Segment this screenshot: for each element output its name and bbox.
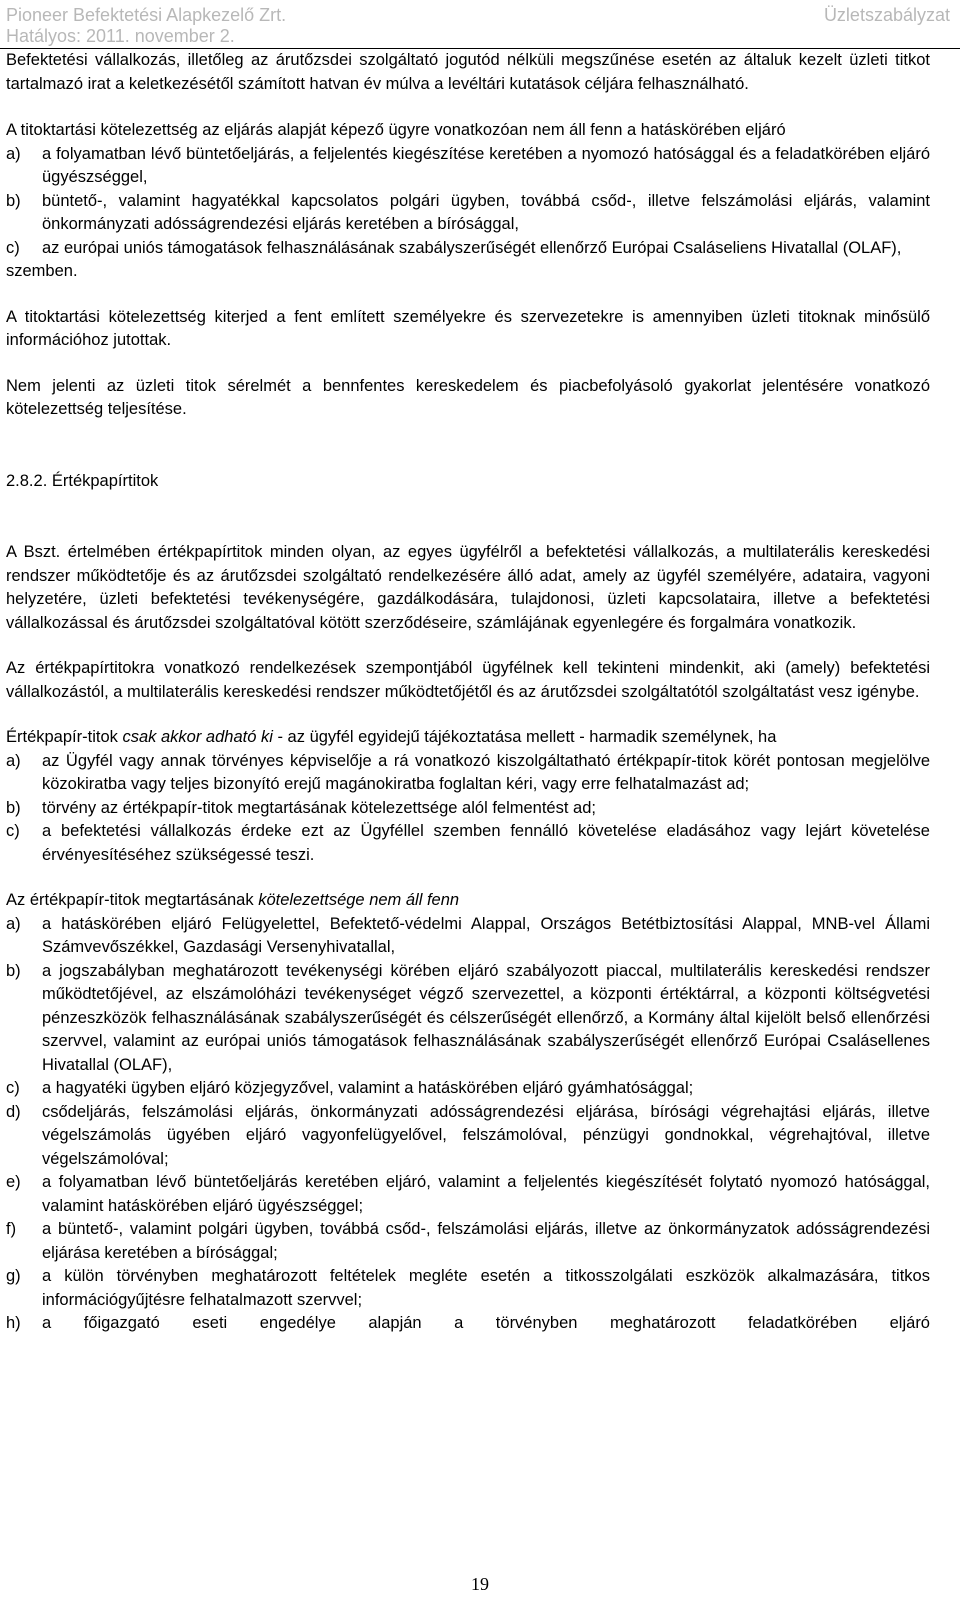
list-item-label: g) — [6, 1267, 21, 1285]
list-item-label: c) — [6, 822, 20, 840]
page-header — [0, 0, 960, 49]
paragraph-scope: A titoktartási kötelezettség kiterjed a fent említett személyekre és szervezetekre is amennyiben üzleti titoknak minősülő információhoz jutottak. — [6, 307, 930, 349]
paragraph-archive: Befektetési vállalkozás, illetőleg az árutőzsdei szolgáltató jogutód nélküli megszűnése esetén az általuk kezelt üzleti titkot tartalmazó irat a keletkezésétől számított hatvan év múlva a levéltári kutatások céljára felhasználható. — [6, 51, 930, 93]
list-item — [6, 143, 930, 190]
list-item-text: a büntető-, valamint polgári ügyben, továbbá csőd-, felszámolási eljárás, illetve az önkormányzatok adósságrendezési eljárása keretében a bírósággal; — [42, 1220, 930, 1262]
list-item-text: a jogszabályban meghatározott tevékenységi körében eljáró szabályozott piaccal, multilaterális kereskedési rendszer működtetőjével, az elszámolóházi tevékenységet végző szervezettel, a központi értéktárral, a központi költségvetési pénzeszközök felhasználásának szabályszerűségét és célszerűségét ellenőrző, a Kormány által kijelölt belső ellenőrzési szervvel, valamint az európai uniós támogatások felhasználásának szabályszerűségét ellenőrző Európai Csalásellenes Hivatallal (OLAF), — [42, 961, 930, 1074]
emphasis: kötelezettsége nem áll fenn — [258, 891, 460, 909]
header-company: Pioneer Befektetési Alapkezelő Zrt. — [6, 5, 287, 25]
list-item-text: a folyamatban lévő büntetőeljárás keretében eljáró, valamint a feljelentés kiegészítését folytató nyomozó hatósággal, valamint hatáskörében eljáró ügyészséggel; — [42, 1173, 930, 1215]
list-item-label: c) — [6, 1079, 20, 1097]
paragraph-no-obligation — [6, 889, 930, 913]
list-item-text: büntető-, valamint hagyatékkal kapcsolatos polgári ügyben, továbbá csőd-, illetve felszámolási eljárás, valamint önkormányzati adósságrendezési eljárás keretében a bírósággal, — [42, 191, 930, 233]
header-document-title: Üzletszabályzat — [823, 5, 950, 25]
list-item-label: b) — [6, 961, 21, 980]
header-effective-date: Hatályos: 2011. november 2. — [6, 26, 235, 46]
text-span: Az értékpapír-titok megtartásának — [6, 891, 259, 909]
list-item-text: a hagyatéki ügyben eljáró közjegyzővel, valamint a hatáskörében eljáró gyámhatósággal; — [42, 1079, 694, 1097]
list-item — [6, 1218, 930, 1265]
list-item-label: a) — [6, 144, 21, 163]
page-number: 19 — [471, 1574, 489, 1594]
list-item — [6, 237, 930, 261]
list-item-text: az Ügyfél vagy annak törvényes képviselője a rá vonatkozó kiszolgáltatható értékpapír-titok körét pontosan megjelölve közokiratba vagy teljes bizonyító erejű magánokiratba foglaltan kéri, vagy erre felhatalmazást ad; — [42, 751, 930, 793]
list-item-text: az európai uniós támogatások felhasználásának szabályszerűségét ellenőrző Európai Csaláseliens Hivatallal (OLAF), — [42, 238, 902, 257]
list-item — [6, 1171, 930, 1218]
list-item-text: a folyamatban lévő büntetőeljárás, a feljelentés kiegészítése keretében a nyomozó hatósággal és a feladatkörében eljáró ügyészséggel, — [42, 144, 930, 186]
paragraph-client-definition: Az értékpapírtitokra vonatkozó rendelkezések szempontjából ügyfélnek kell tekinteni mindenkit, aki (amely) befektetési vállalkozástól, a multilaterális kereskedési rendszer működtetőjétől és az árutőzsdei szolgáltatótól szolgáltatást vesz igénybe. — [6, 659, 930, 701]
list-item-label: b) — [6, 191, 21, 210]
list-item-label: a) — [6, 914, 21, 933]
list-item-text: a befektetési vállalkozás érdeke ezt az Ügyféllel szemben fennálló követelése eladásához vagy lejárt követelése érvényesítéséhez szükségessé teszi. — [42, 822, 930, 864]
list-item — [6, 960, 930, 1078]
paragraph-confidentiality-exceptions: A titoktartási kötelezettség az eljárás alapját képező ügyre vonatkozóan nem áll fenn a hatáskörében eljáró — [6, 121, 786, 139]
document-body — [6, 49, 930, 1336]
list-item — [6, 1265, 930, 1312]
list-item — [6, 797, 930, 821]
list-item — [6, 750, 930, 797]
list-item — [6, 1077, 930, 1101]
list-item-text: a külön törvényben meghatározott feltételek megléte esetén a titkosszolgálati eszközök alkalmazására, titkos információgyűjtésre felhatalmazott szervvel; — [42, 1267, 930, 1309]
emphasis: csak akkor adható ki — [122, 728, 273, 746]
list-item-label: e) — [6, 1173, 21, 1191]
list-item — [6, 1101, 930, 1172]
list-item-label: c) — [6, 238, 20, 257]
paragraph-list-ending: szemben. — [6, 262, 78, 280]
list-item-text: törvény az értékpapír-titok megtartásának kötelezettsége alól felmentést ad; — [42, 798, 596, 817]
list-item-text: a hatáskörében eljáró Felügyelettel, Befektető-védelmi Alappal, Országos Betétbiztosítási Alappal, MNB-vel Állami Számvevőszékkel, Gazdasági Versenyhivatallal, — [42, 914, 930, 956]
list-item-text: csődeljárás, felszámolási eljárás, önkormányzati adósságrendezési eljárása, bírósági végrehajtási eljárás, illetve végelszámolás ügyében eljáró vagyonfelügyelővel, felszámolóval, pénzügyi gondnokkal, végrehajtóval, illetve végelszámolóval; — [42, 1102, 930, 1168]
paragraph-disclosure-conditions — [6, 726, 930, 750]
list-item-text: a főigazgató eseti engedélye alapján a törvényben meghatározott feladatkörében eljáró — [42, 1314, 930, 1332]
text-span: Értékpapír-titok — [6, 728, 123, 746]
list-item — [6, 1312, 930, 1336]
text-span: - az ügyfél egyidejű tájékoztatása mellett - harmadik személynek, ha — [272, 728, 777, 746]
section-heading: 2.8.2. Értékpapírtitok — [6, 471, 159, 490]
list-item-label: b) — [6, 798, 21, 817]
list-item-label: d) — [6, 1102, 21, 1121]
list-item — [6, 190, 930, 237]
list-item — [6, 820, 930, 867]
list-confidentiality-exceptions — [6, 143, 930, 261]
paragraph-definition: A Bszt. értelmében értékpapírtitok minden olyan, az egyes ügyfélről a befektetési vállalkozás, a multilaterális kereskedési rendszer működtetője és az árutőzsdei szolgáltató rendelkezésére álló adat, amely az ügyfél személyére, adataira, vagyoni helyzetére, üzleti befektetési tevékenységére, gazdálkodására, tulajdonosi, üzleti kapcsolataira, illetve a befektetési vállalkozással és árutőzsdei szolgáltatóval kötött szerződéseire, számlájának egyenlegére és forgalmára vonatkozik. — [6, 543, 930, 632]
paragraph-insider-trading: Nem jelenti az üzleti titok sérelmét a bennfentes kereskedelem és piacbefolyásoló gyakorlat jelentésére vonatkozó kötelezettség teljesítése. — [6, 376, 930, 418]
list-no-obligation — [6, 913, 930, 1336]
list-disclosure-conditions — [6, 750, 930, 868]
list-item — [6, 913, 930, 960]
list-item-label: f) — [6, 1220, 17, 1238]
list-item-label: a) — [6, 751, 21, 770]
list-item-label: h) — [6, 1314, 21, 1332]
